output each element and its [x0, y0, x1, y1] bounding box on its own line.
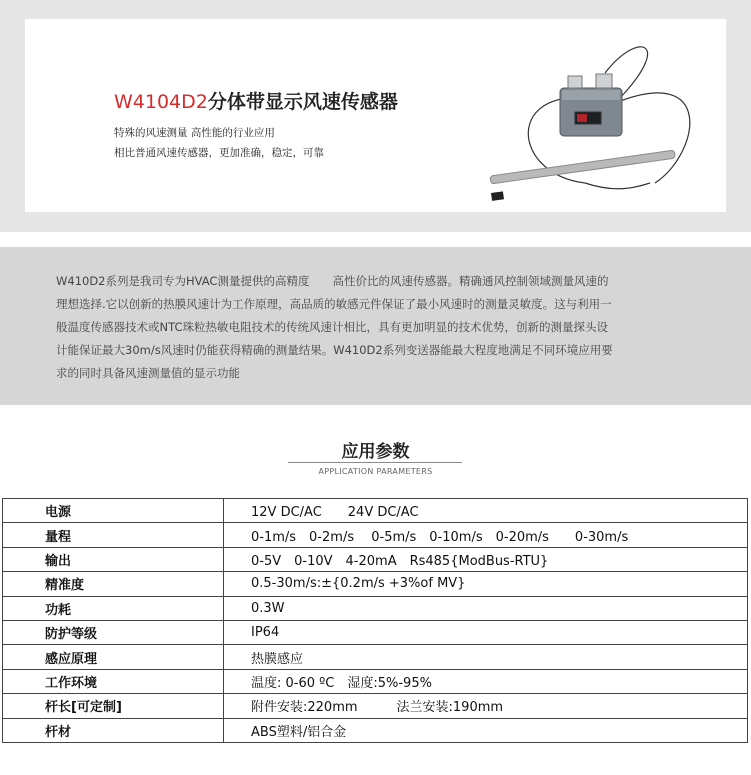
description-line: 求的同时具备风速测量值的显示功能 — [56, 366, 240, 380]
spec-value: 12V DC/AC 24V DC/AC — [224, 499, 748, 523]
table-row — [3, 620, 748, 644]
table-row — [3, 499, 748, 523]
product-model: W4104D2 — [114, 91, 208, 113]
sensor-product-image — [465, 33, 715, 203]
description-line: 理想选择.它以创新的热膜风速计为工作原理，高品质的敏感元件保证了最小风速时的测量灵敏度。这与利用一 — [56, 297, 612, 311]
section-title: 应用参数 — [341, 442, 410, 462]
spec-key: 杆材 — [3, 718, 224, 742]
spec-key: 输出 — [3, 547, 224, 571]
spec-value: ABS塑料/铝合金 — [224, 718, 748, 742]
spec-key: 电源 — [3, 499, 224, 523]
spec-value: 0-1m/s 0-2m/s 0-5m/s 0-10m/s 0-20m/s 0-30m/s — [224, 523, 748, 547]
product-name: 分体带显示风速传感器 — [207, 91, 398, 113]
product-description — [56, 270, 694, 385]
section-divider — [288, 462, 462, 463]
spec-table — [2, 498, 748, 743]
table-row — [3, 547, 748, 571]
description-line: 般温度传感器技术或NTC珠粒热敏电阻技术的传统风速计相比，具有更加明显的技术优势，创新的测量探头设 — [56, 320, 608, 334]
product-title — [114, 87, 398, 114]
spec-value: IP64 — [224, 620, 748, 644]
description-line: W410D2系列是我司专为HVAC测量提供的高精度 高性价比的风速传感器。精确通风控制领域测量风速的 — [56, 274, 609, 288]
spec-key: 功耗 — [3, 596, 224, 620]
spec-value: 热膜感应 — [224, 645, 748, 669]
spec-value: 0.3W — [224, 596, 748, 620]
hero-card — [25, 19, 726, 212]
spec-key: 防护等级 — [3, 620, 224, 644]
spec-value: 0.5-30m/s:±{0.2m/s +3%of MV} — [224, 572, 748, 596]
section-subtitle: APPLICATION PARAMETERS — [318, 467, 433, 476]
spec-value: 温度: 0-60 ºC 湿度:5%-95% — [224, 669, 748, 693]
hero-banner — [0, 0, 751, 232]
table-row — [3, 645, 748, 669]
description-band — [0, 247, 751, 405]
spec-value: 附件安装:220mm 法兰安装:190mm — [224, 694, 748, 718]
table-row — [3, 523, 748, 547]
tagline-1: 特殊的风速测量 高性能的行业应用 — [114, 127, 275, 139]
spec-key: 工作环境 — [3, 669, 224, 693]
table-row — [3, 596, 748, 620]
spec-value: 0-5V 0-10V 4-20mA Rs485{ModBus-RTU} — [224, 547, 748, 571]
table-row — [3, 669, 748, 693]
spec-key: 感应原理 — [3, 645, 224, 669]
tagline-2: 相比普通风速传感器，更加准确，稳定，可靠 — [114, 147, 324, 159]
table-row — [3, 572, 748, 596]
spec-key: 杆长[可定制] — [3, 694, 224, 718]
table-row — [3, 694, 748, 718]
spec-key: 量程 — [3, 523, 224, 547]
spec-key: 精准度 — [3, 572, 224, 596]
description-line: 计能保证最大30m/s风速时仍能获得精确的测量结果。W410D2系列变送器能最大程度地满足不同环境应用要 — [56, 343, 613, 357]
table-row — [3, 718, 748, 742]
